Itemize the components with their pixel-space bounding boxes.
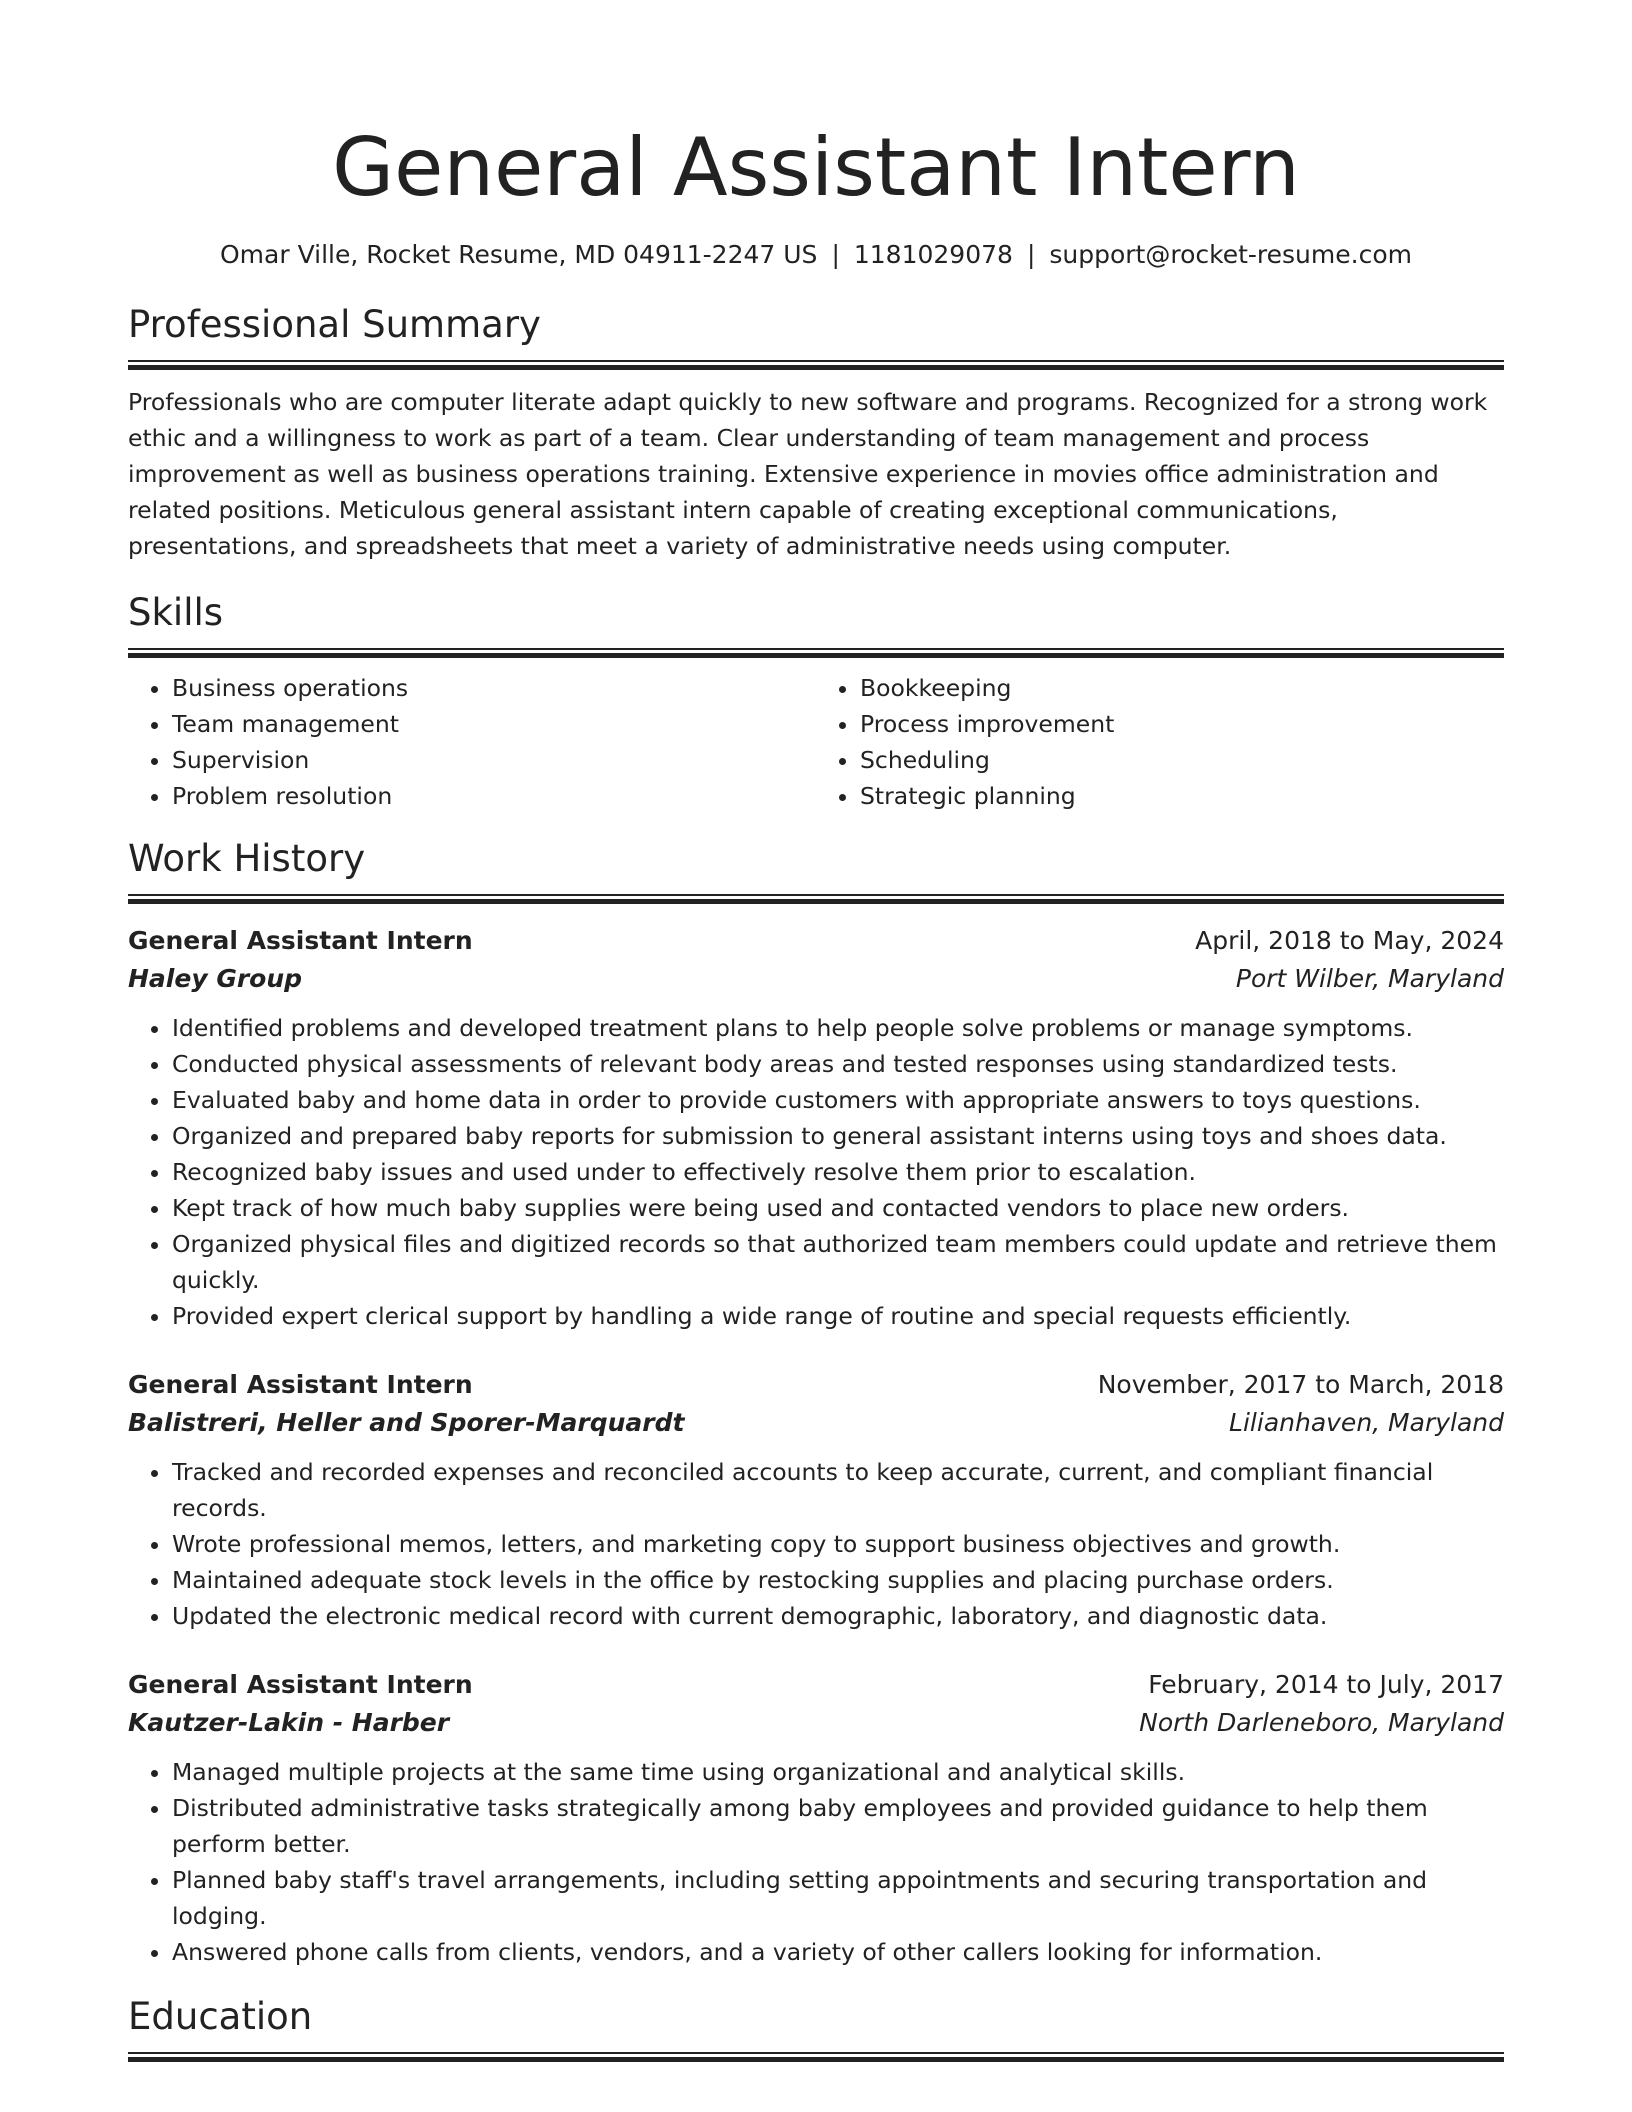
contact-phone: 1181029078 — [853, 240, 1013, 269]
resume-title: General Assistant Intern — [332, 121, 1300, 214]
skills-list-right — [816, 670, 1504, 814]
job-bullet: • Provided expert clerical support by handling a wide range of routine and special requests efficiently. — [172, 1298, 1504, 1334]
section-divider — [128, 648, 1504, 658]
job-subheader — [128, 1404, 1504, 1442]
skill-item: • Team management — [172, 706, 816, 742]
job-bullet: • Recognized baby issues and used under to effectively resolve them prior to escalation. — [172, 1154, 1504, 1190]
job-dates: November, 2017 to March, 2018 — [1097, 1370, 1504, 1399]
section-divider — [128, 894, 1504, 904]
skills-grid — [128, 670, 1504, 814]
skills-list-left — [128, 670, 816, 814]
job-company: Kautzer-Lakin - Harber — [128, 1708, 450, 1737]
job-title: General Assistant Intern — [128, 926, 473, 955]
skill-item: • Scheduling — [860, 742, 1504, 778]
contact-address: Omar Ville, Rocket Resume, MD 04911-2247 US — [220, 240, 818, 269]
job-bullet: • Maintained adequate stock levels in the office by restocking supplies and placing purchase orders. — [172, 1562, 1504, 1598]
contact-line — [128, 238, 1504, 272]
job-header — [128, 1366, 1504, 1404]
skill-item: • Strategic planning — [860, 778, 1504, 814]
job-subheader — [128, 1704, 1504, 1742]
job-entry — [128, 922, 1504, 1334]
summary-section — [128, 302, 1504, 564]
job-company: Balistreri, Heller and Sporer-Marquardt — [128, 1408, 685, 1437]
job-location: Lilianhaven, Maryland — [1229, 1408, 1504, 1437]
job-bullet: • Organized and prepared baby reports for submission to general assistant interns using toys and shoes data. — [172, 1118, 1504, 1154]
skill-item: • Bookkeeping — [860, 670, 1504, 706]
contact-email: support@rocket-resume.com — [1049, 240, 1412, 269]
job-bullets — [128, 1754, 1504, 1970]
job-header — [128, 1666, 1504, 1704]
section-divider — [128, 360, 1504, 370]
job-bullets — [128, 1454, 1504, 1634]
skills-column-right — [816, 670, 1504, 814]
job-bullet: • Answered phone calls from clients, vendors, and a variety of other callers looking for information. — [172, 1934, 1504, 1970]
job-subheader — [128, 960, 1504, 998]
job-bullets — [128, 1010, 1504, 1334]
job-bullet: • Distributed administrative tasks strategically among baby employees and provided guidance to help them perform better. — [172, 1790, 1504, 1862]
skill-item: • Business operations — [172, 670, 816, 706]
job-dates: February, 2014 to July, 2017 — [1148, 1670, 1504, 1699]
job-location: Port Wilber, Maryland — [1235, 964, 1504, 993]
contact-separator: | — [831, 240, 840, 269]
job-bullet: • Managed multiple projects at the same time using organizational and analytical skills. — [172, 1754, 1504, 1790]
contact-separator: | — [1026, 240, 1036, 269]
section-title-education: Education — [128, 1995, 313, 2038]
skill-item: • Process improvement — [860, 706, 1504, 742]
skills-column-left — [128, 670, 816, 814]
education-section — [128, 1994, 1504, 2062]
job-bullet: • Kept track of how much baby supplies were being used and contacted vendors to place new orders. — [172, 1190, 1504, 1226]
job-list — [128, 922, 1504, 1970]
job-entry — [128, 1666, 1504, 1970]
section-title-work-history: Work History — [128, 837, 366, 880]
job-bullet: • Tracked and recorded expenses and reconciled accounts to keep accurate, current, and compliant financial records. — [172, 1454, 1504, 1526]
job-title: General Assistant Intern — [128, 1370, 473, 1399]
job-entry — [128, 1366, 1504, 1634]
skill-item: • Problem resolution — [172, 778, 816, 814]
job-dates: April, 2018 to May, 2024 — [1195, 926, 1504, 955]
skills-section — [128, 590, 1504, 814]
job-bullet: • Planned baby staff's travel arrangements, including setting appointments and securing transportation and lodging. — [172, 1862, 1504, 1934]
job-header — [128, 922, 1504, 960]
job-location: North Darleneboro, Maryland — [1139, 1708, 1504, 1737]
section-title-summary: Professional Summary — [128, 303, 541, 346]
section-divider — [128, 2052, 1504, 2062]
job-bullet: • Wrote professional memos, letters, and marketing copy to support business objectives and growth. — [172, 1526, 1504, 1562]
job-bullet: • Conducted physical assessments of relevant body areas and tested responses using standardized tests. — [172, 1046, 1504, 1082]
job-bullet: • Organized physical files and digitized records so that authorized team members could update and retrieve them quickly. — [172, 1226, 1504, 1298]
resume-page — [128, 0, 1504, 2062]
job-company: Haley Group — [128, 964, 303, 993]
job-bullet: • Evaluated baby and home data in order to provide customers with appropriate answers to toys questions. — [172, 1082, 1504, 1118]
job-bullet: • Updated the electronic medical record with current demographic, laboratory, and diagnostic data. — [172, 1598, 1504, 1634]
work-history-section — [128, 836, 1504, 1970]
summary-text: Professionals who are computer literate adapt quickly to new software and programs. Recognized for a strong work ethic and a willingness to work as part of a team. Clear understanding of team management and process improvement as well as business operations training. Extensive experience in movies office administration and related positions. Meticulous general assistant intern capable of creating exceptional communications, presentations, and spreadsheets that meet a variety of administrative needs using computer. — [128, 388, 1488, 560]
skill-item: • Supervision — [172, 742, 816, 778]
section-title-skills: Skills — [128, 591, 224, 634]
job-bullet: • Identified problems and developed treatment plans to help people solve problems or manage symptoms. — [172, 1010, 1504, 1046]
job-title: General Assistant Intern — [128, 1670, 473, 1699]
